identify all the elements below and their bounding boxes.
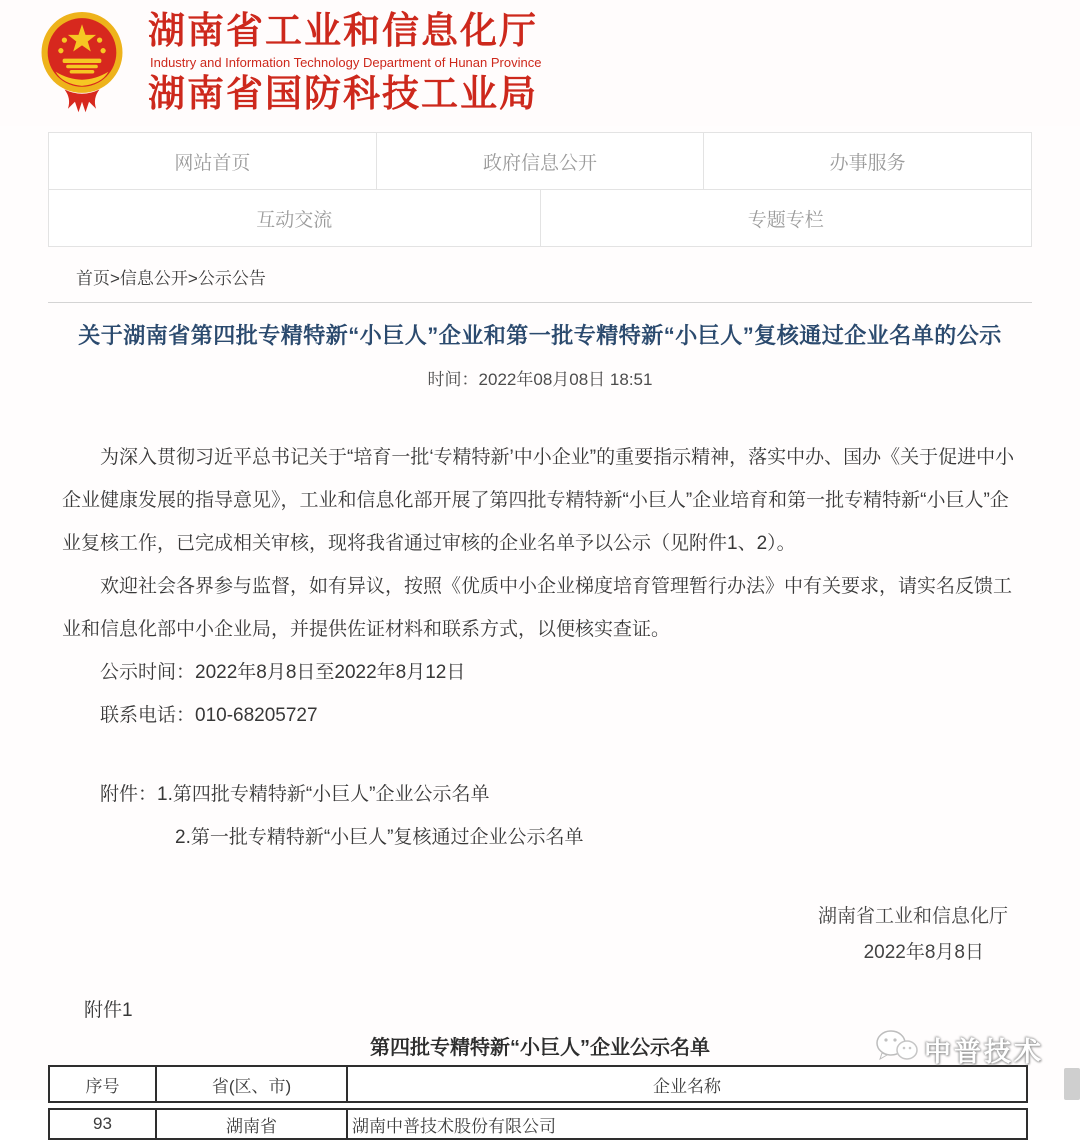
- header-serial-number: 序号: [85, 1076, 120, 1096]
- attachment-link-2[interactable]: 2.第一批专精特新“小巨人”复核通过企业公示名单: [175, 827, 584, 848]
- cell-serial-number: 93: [93, 1114, 112, 1133]
- attachment1-label: 附件1: [84, 1000, 133, 1021]
- article-title: 关于湖南省第四批专精特新“小巨人”企业和第一批专精特新“小巨人”复核通过企业名单的公示: [78, 323, 1002, 348]
- scrollbar-thumb[interactable]: [1064, 1068, 1080, 1100]
- contact-phone: 联系电话：010-68205727: [100, 705, 318, 726]
- nav-row-1: [49, 133, 1031, 189]
- publish-time: 时间：2022年08月08日 18:51: [427, 370, 653, 389]
- header-province: 省(区、市): [155, 1067, 348, 1101]
- attachment1-table-title: 第四批专精特新“小巨人”企业公示名单: [370, 1037, 710, 1059]
- paragraph-1: 为深入贯彻习近平总书记关于“培育一批‘专精特新’中小企业”的重要指示精神，落实中办、国办《关于促进中小企业健康发展的指导意见》，工业和信息化部开展了第四批专精特新“小巨人”企业培育和第一批专精特新“小巨人”企业复核工作，已完成相关审核，现将我省通过审核的企业名单予以公示（见附件1、2）。: [62, 447, 1015, 554]
- signature-block: [62, 899, 1018, 971]
- companies-table: [48, 1065, 1028, 1140]
- table-header-row: [48, 1065, 1028, 1103]
- nav-item-gov-info[interactable]: 政府信息公开: [376, 133, 704, 189]
- article-body: [48, 436, 1032, 971]
- nav-item-home[interactable]: 网站首页: [49, 133, 376, 189]
- table-row: [48, 1108, 1028, 1140]
- site-header: [0, 0, 1080, 126]
- org-name-secondary: 湖南省国防科技工业局: [148, 73, 538, 114]
- attachment-link-1[interactable]: 附件：1.第四批专精特新“小巨人”企业公示名单: [100, 784, 490, 805]
- watermark-text: 中普技术: [924, 1037, 1044, 1067]
- cell-province: 湖南省: [155, 1110, 348, 1138]
- main-nav: [48, 132, 1032, 247]
- org-name-english: Industry and Information Technology Department of Hunan Province: [150, 55, 542, 70]
- attachments-list: [62, 773, 1018, 859]
- nav-item-interaction[interactable]: 互动交流: [49, 190, 540, 246]
- cell-company-name: 湖南中普技术股份有限公司: [352, 1116, 556, 1136]
- signature-date: 2022年8月8日: [863, 942, 984, 963]
- org-name-primary: 湖南省工业和信息化厅: [148, 10, 538, 52]
- org-names: [148, 11, 541, 114]
- signature-org: 湖南省工业和信息化厅: [817, 906, 1008, 927]
- national-emblem-logo: [38, 10, 126, 116]
- nav-item-special-columns[interactable]: 专题专栏: [540, 190, 1032, 246]
- nav-row-2: [49, 189, 1031, 246]
- header-company-name: 企业名称: [653, 1076, 721, 1096]
- breadcrumb[interactable]: 首页>信息公开>公示公告: [48, 247, 1032, 303]
- nav-item-services[interactable]: 办事服务: [703, 133, 1031, 189]
- publicity-period: 公示时间：2022年8月8日至2022年8月12日: [100, 662, 466, 683]
- paragraph-2: 欢迎社会各界参与监督，如有异议，按照《优质中小企业梯度培育管理暂行办法》中有关要求，请实名反馈工业和信息化部中小企业局，并提供佐证材料和联系方式，以便核实查证。: [62, 576, 1013, 640]
